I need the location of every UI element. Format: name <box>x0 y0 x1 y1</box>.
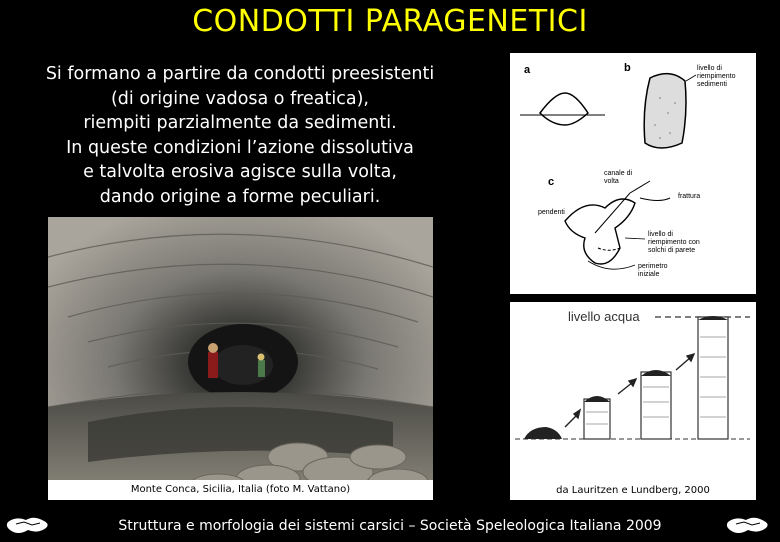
conduit-diagram-abc <box>510 53 756 294</box>
label-canale-1: canale di <box>604 170 633 177</box>
photo-caption: Monte Conca, Sicilia, Italia (foto M. Vattano) <box>48 480 433 500</box>
intro-line: (di origine vadosa o freatica), <box>110 88 369 109</box>
label-perimetro-2: iniziale <box>638 271 660 278</box>
water-level-label: livello acqua <box>568 309 640 324</box>
intro-line: e talvolta erosiva agisce sulla volta, <box>83 162 397 182</box>
label-solchi-1: livello di <box>648 231 673 238</box>
intro-text <box>8 62 472 209</box>
intro-line: dando origine a forme peculiari. <box>99 186 381 207</box>
label-livello-1: livello di <box>697 65 722 72</box>
label-pendenti: pendenti <box>538 209 565 216</box>
label-livello-3: sedimenti <box>697 81 727 88</box>
label-solchi-2: riempimento con <box>648 239 700 246</box>
footer-text: Struttura e morfologia dei sistemi carsici – Società Speleologica Italiana 2009 <box>118 518 662 534</box>
label-b: b <box>624 62 631 74</box>
label-canale-2: volta <box>604 178 619 185</box>
intro-line: Si formano a partire da condotti preesistenti <box>45 64 435 84</box>
label-a: a <box>524 64 531 76</box>
diagram-caption: da Lauritzen e Lundberg, 2000 <box>510 481 756 500</box>
label-livello-2: riempimento <box>697 73 736 80</box>
intro-line: riempiti parzialmente da sedimenti. <box>83 113 397 133</box>
slide-title: CONDOTTI PARAGENETICI <box>192 4 588 39</box>
label-solchi-3: solchi di parete <box>648 247 696 254</box>
intro-line: In queste condizioni l’azione dissolutiva <box>66 137 414 158</box>
label-frattura: frattura <box>678 193 701 200</box>
water-level-diagram <box>510 302 756 500</box>
label-c: c <box>548 176 555 188</box>
cave-photo <box>48 217 433 500</box>
label-perimetro-1: perimetro <box>638 263 668 270</box>
